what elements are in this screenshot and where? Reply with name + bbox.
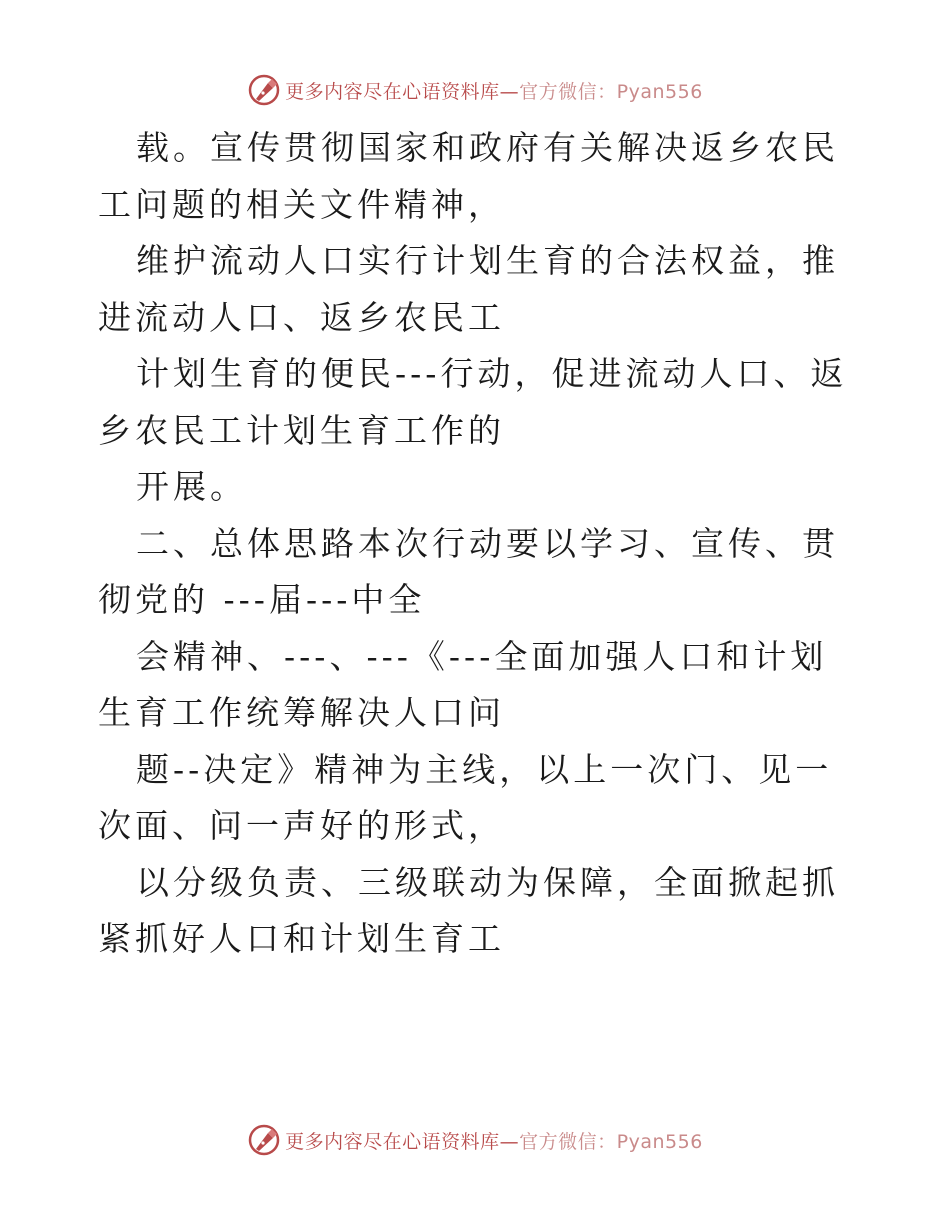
banner-text [285,1127,703,1154]
document-body [98,120,858,968]
banner-wechat: 官方微信：Pyan556 [519,1130,703,1153]
pen-nib-logo-icon [247,73,281,107]
banner-wechat: 官方微信：Pyan556 [519,80,703,103]
paragraph: 题--决定》精神为主线，以上一次门、见一次面、问一声好的形式， [98,749,833,845]
paragraph: 以分级负责、三级联动为保障，全面掀起抓紧抓好人口和计划生育工 [98,862,839,958]
paragraph: 计划生育的便民---行动，促进流动人口、返乡农民工计划生育工作的 [98,354,848,450]
header-banner [0,70,950,110]
paragraph: 二、总体思路本次行动要以学习、宣传、贯彻党的 ---届---中全 [98,523,839,619]
paragraph: 开展。 [136,467,247,506]
banner-site-name: 更多内容尽在心语资料库— [285,1130,520,1153]
pen-nib-logo-icon [247,1123,281,1157]
banner-text [285,77,703,104]
footer-banner [0,1120,950,1160]
banner-site-name: 更多内容尽在心语资料库— [285,80,520,103]
paragraph: 维护流动人口实行计划生育的合法权益，推进流动人口、返乡农民工 [98,241,839,337]
paragraph: 载。宣传贯彻国家和政府有关解决返乡农民工问题的相关文件精神， [98,128,839,224]
paragraph: 会精神、---、---《---全面加强人口和计划生育工作统筹解决人口问 [98,636,828,732]
